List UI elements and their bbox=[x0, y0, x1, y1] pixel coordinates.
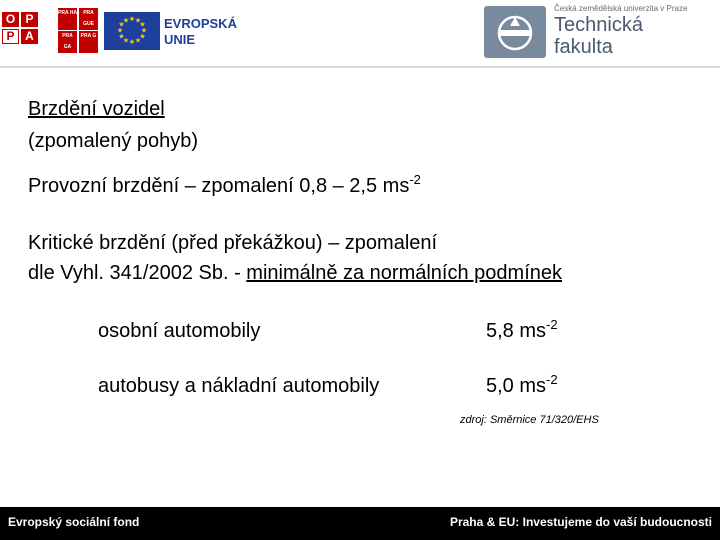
row-value-text: 5,0 ms bbox=[486, 375, 547, 397]
oppa-letter: O bbox=[2, 12, 19, 27]
svg-text:★: ★ bbox=[139, 32, 146, 41]
eu-flag-icon bbox=[104, 12, 160, 50]
praha-grid bbox=[58, 8, 98, 56]
regulation-condition: minimálně za normálních podmínek bbox=[246, 262, 562, 284]
svg-text:★: ★ bbox=[122, 36, 130, 45]
oppa-letter: A bbox=[21, 29, 38, 44]
praha-cell: PRA GA bbox=[58, 31, 77, 53]
faculty-name bbox=[554, 14, 643, 58]
row-label-cars: osobní automobily bbox=[98, 320, 261, 342]
unit-exponent: -2 bbox=[409, 172, 421, 187]
svg-text:★: ★ bbox=[122, 16, 130, 25]
praha-cell: PRA GUE bbox=[79, 8, 98, 30]
eu-title bbox=[164, 16, 237, 48]
oppa-logo bbox=[2, 8, 100, 56]
slide-title: Brzdění vozidel bbox=[28, 98, 165, 120]
unit-exponent: -2 bbox=[546, 372, 558, 387]
svg-text:★: ★ bbox=[118, 20, 125, 29]
svg-text:★: ★ bbox=[134, 36, 142, 45]
row-value-text: 5,8 ms bbox=[486, 320, 547, 342]
university-name: Česká zemědělská univerzita v Praze bbox=[554, 4, 688, 13]
tf-logo-icon bbox=[484, 6, 546, 58]
regulation-prefix: dle Vyhl. 341/2002 Sb. - bbox=[28, 262, 247, 284]
service-braking-text bbox=[28, 172, 421, 198]
header-divider bbox=[0, 66, 720, 68]
regulation-text bbox=[28, 262, 562, 285]
praha-cell: PRA G bbox=[79, 31, 98, 53]
row-value-cars bbox=[486, 317, 558, 343]
slide-subtitle: (zpomalený pohyb) bbox=[28, 130, 199, 152]
service-braking-label: Provozní brzdění – zpomalení 0,8 – 2,5 ms bbox=[28, 175, 410, 197]
source-note: zdroj: Směrnice 71/320/EHS bbox=[460, 414, 599, 426]
svg-text:★: ★ bbox=[140, 26, 148, 35]
faculty-line2: fakulta bbox=[554, 36, 613, 58]
critical-braking-text: Kritické brzdění (před překážkou) – zpomalení bbox=[28, 232, 438, 254]
eu-title-line1: EVROPSKÁ bbox=[164, 16, 237, 31]
praha-cell: PRA HA bbox=[58, 8, 77, 30]
row-value-trucks bbox=[486, 372, 558, 398]
svg-text:★: ★ bbox=[128, 38, 136, 46]
faculty-line1: Technická bbox=[554, 14, 643, 36]
svg-text:★: ★ bbox=[139, 20, 146, 29]
oppa-letter: P bbox=[2, 29, 19, 44]
row-label-trucks: autobusy a nákladní automobily bbox=[98, 375, 380, 397]
svg-text:★: ★ bbox=[116, 26, 124, 35]
footer-right-text: Praha & EU: Investujeme do vaší budoucnosti bbox=[449, 515, 712, 529]
footer-left-text: Evropský sociální fond bbox=[8, 515, 140, 529]
unit-exponent: -2 bbox=[546, 317, 558, 332]
svg-text:★: ★ bbox=[134, 16, 142, 25]
svg-text:★: ★ bbox=[118, 32, 125, 41]
slide-header bbox=[0, 0, 720, 66]
eu-title-line2: UNIE bbox=[164, 32, 196, 47]
oppa-letter: P bbox=[21, 12, 38, 27]
svg-text:★: ★ bbox=[128, 15, 136, 23]
